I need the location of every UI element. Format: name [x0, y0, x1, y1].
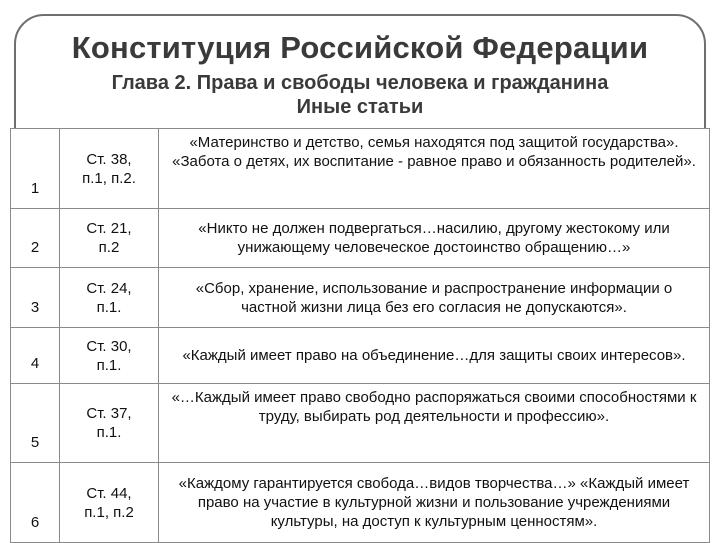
article-ref-line: Ст. 44, [86, 484, 132, 502]
article-ref [60, 328, 159, 384]
article-text: «Материнство и детство, семья находятся под защитой государства». «Забота о детях, их воспитание - равное право и обязанность родителей». [159, 129, 710, 209]
article-text: «Сбор, хранение, использование и распространение информации о частной жизни лица без его согласия не допускаются». [159, 268, 710, 328]
table-row [11, 328, 710, 384]
article-ref-line: Ст. 38, [86, 150, 132, 168]
article-ref-line: Ст. 37, [86, 405, 132, 422]
table-row [11, 463, 710, 543]
article-ref [60, 384, 159, 463]
article-ref-line: Ст. 24, [86, 279, 132, 297]
row-number: 1 [11, 129, 60, 209]
row-number: 6 [11, 463, 60, 543]
articles-table [10, 128, 710, 543]
article-ref-line: Ст. 30, [86, 337, 132, 355]
slide-title: Конституция Российской Федерации [71, 30, 649, 65]
table-row [11, 209, 710, 268]
articles-table-wrap [10, 128, 710, 543]
article-text: «…Каждый имеет право свободно распоряжаться своими способностями к труду, выбирать род деятельности и профессию». [159, 384, 710, 463]
article-ref-line: п.1. [96, 424, 122, 441]
row-number: 2 [11, 209, 60, 268]
article-ref [60, 463, 159, 543]
article-text: «Каждый имеет право на объединение…для защиты своих интересов». [159, 328, 710, 384]
article-ref [60, 268, 159, 328]
row-number: 5 [11, 384, 60, 463]
table-row [11, 268, 710, 328]
article-ref-line: п.1. [96, 298, 122, 316]
article-text: «Каждому гарантируется свобода…видов творчества…» «Каждый имеет право на участие в культурной жизни и пользование учреждениями культуры, на доступ к культурным ценностям». [159, 463, 710, 543]
table-row [11, 129, 710, 209]
article-ref-line: Ст. 21, [86, 220, 132, 237]
subtitle-line-2: Иные статьи [296, 96, 424, 118]
row-number: 4 [11, 328, 60, 384]
article-ref [60, 129, 159, 209]
article-text: «Никто не должен подвергаться…насилию, другому жестокому или унижающему человеческое достоинство обращению…» [159, 209, 710, 268]
row-number: 3 [11, 268, 60, 328]
article-ref-line: п.1, п.2 [84, 503, 134, 521]
article-ref-line: п.1, п.2. [82, 169, 136, 187]
article-ref-line: п.2 [98, 239, 120, 256]
article-ref-line: п.1. [96, 356, 122, 374]
slide-subtitle [0, 71, 720, 119]
article-ref [60, 209, 159, 268]
subtitle-line-1: Глава 2. Права и свободы человека и гражданина [111, 72, 609, 94]
table-row [11, 384, 710, 463]
